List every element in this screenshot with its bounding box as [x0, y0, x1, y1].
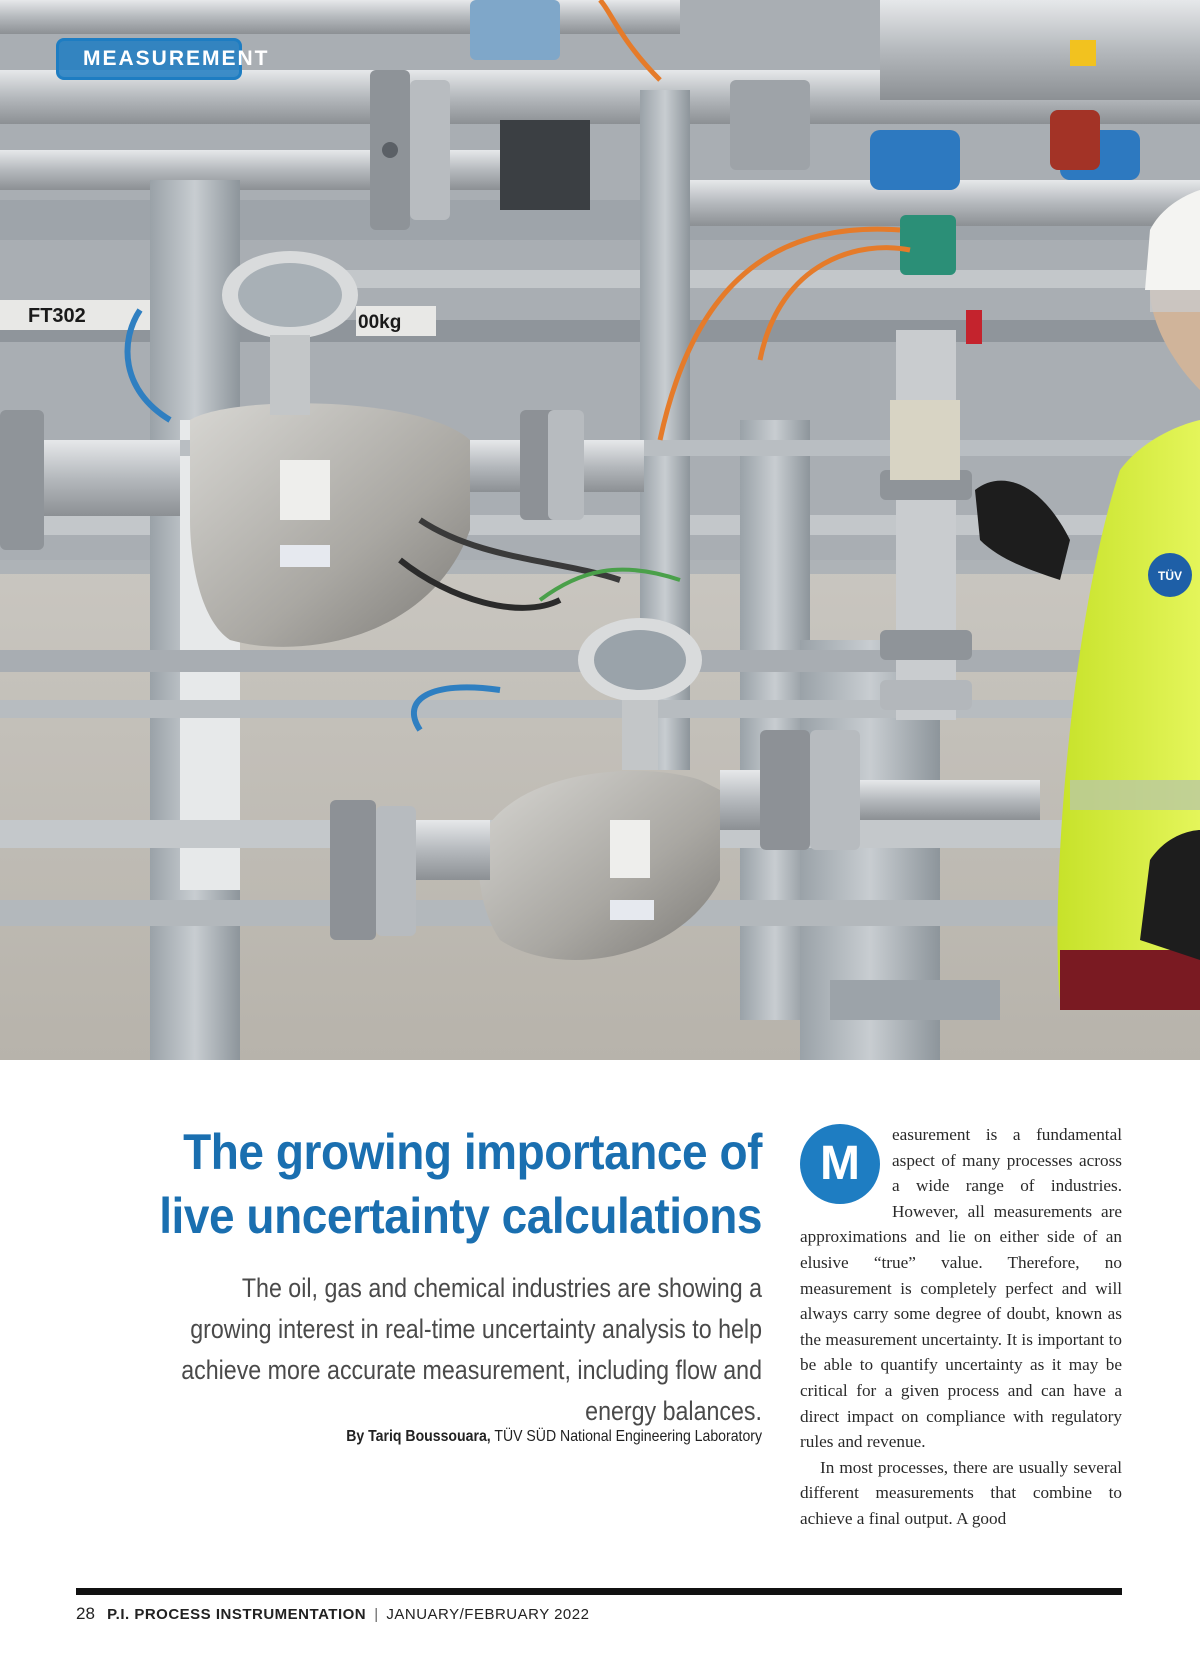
tag-sign-text-2: 00kg: [358, 312, 402, 333]
byline-org: TÜV SÜD National Engineering Laboratory: [494, 1428, 762, 1445]
section-tag: [56, 38, 270, 80]
headline-line-1: The growing importance of: [183, 1124, 762, 1180]
byline: [267, 1428, 762, 1446]
issue-date: JANUARY/FEBRUARY 2022: [386, 1606, 590, 1623]
page-number: 28: [76, 1604, 95, 1623]
dropcap: M: [800, 1124, 880, 1204]
headline-line-2: live uncertainty calculations: [159, 1188, 762, 1244]
page-footer: [76, 1604, 589, 1624]
byline-author: By Tariq Boussouara,: [346, 1428, 491, 1445]
article-body: [800, 1122, 1122, 1532]
magazine-name: P.I. PROCESS INSTRUMENTATION: [107, 1606, 367, 1623]
section-tag-label: MEASUREMENT: [83, 47, 270, 70]
article-headline: [144, 1120, 762, 1248]
footer-separator: |: [374, 1606, 379, 1623]
article-deck: The oil, gas and chemical industries are showing a growing interest in real-time uncertainty analysis to help achieve more accurate measurement, including flow and energy balances.: [181, 1273, 762, 1426]
body-paragraph-2: In most processes, there are usually several different measurements that combine to achieve a final output. A good: [800, 1457, 1122, 1528]
tag-sign-text: FT302: [28, 305, 86, 327]
footer-rule: [76, 1588, 1122, 1595]
tuv-badge-text: TÜV: [1158, 569, 1182, 583]
body-paragraph-1: easurement is a fundamental aspect of many processes across a wide range of industries. However, all measurements are approximations and lie on either side of an elusive “true” value. Therefore, no measurement is completely perfect and will always carry some degree of doubt, known as the measurement uncertainty. It is important to be able to quantify uncertainty as it may be critical for a given process and can have a direct impact on compliance with regulatory rules and revenue.: [800, 1125, 1122, 1452]
